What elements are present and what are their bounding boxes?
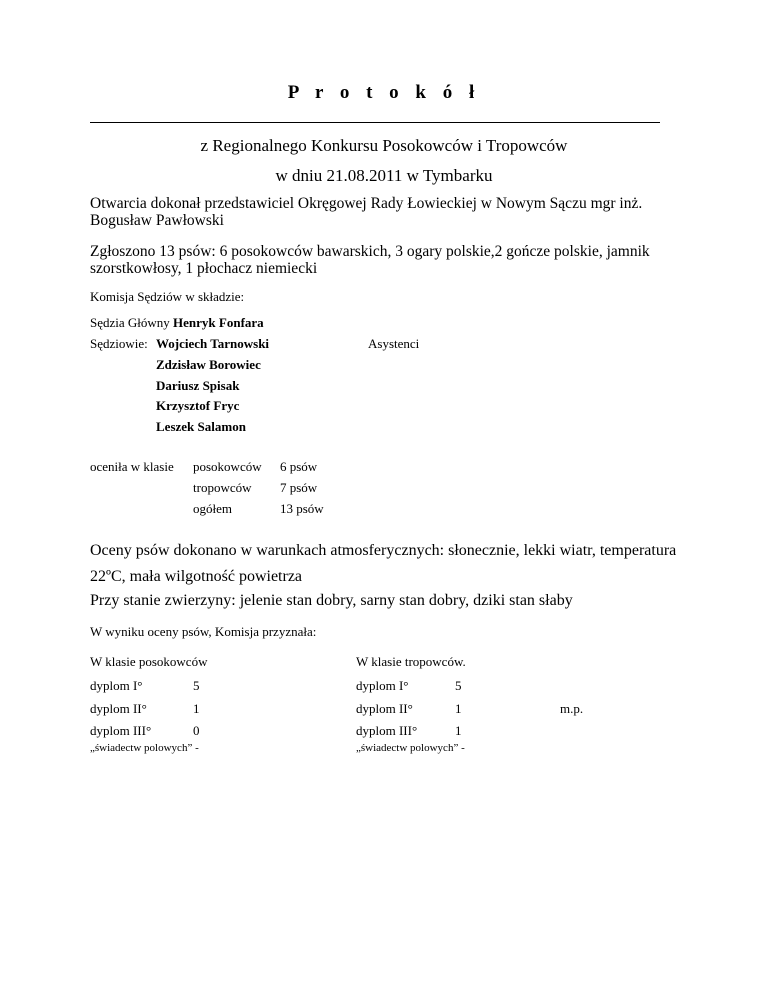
field-certificates-right: „świadectw polowych” -: [356, 742, 465, 754]
weather-line-1: Oceny psów dokonano w warunkach atmosferycznych: słonecznie, lekki wiatr, temperatura: [90, 542, 677, 559]
diploma-label: dyplom I°: [90, 678, 143, 693]
diploma-value: 5: [193, 678, 200, 693]
diploma-label: dyplom III°: [356, 723, 418, 738]
judge-name: Zdzisław Borowiec: [156, 357, 261, 372]
class-count: 7 psów: [280, 480, 318, 495]
field-certificates-left: „świadectw polowych” -: [90, 742, 199, 754]
diploma-value: 1: [455, 701, 462, 716]
diploma-label: dyplom II°: [90, 701, 147, 716]
diploma-value: 1: [455, 723, 462, 738]
result-heading: W wyniku oceny psów, Komisja przyznała:: [90, 624, 317, 639]
class-name: ogółem: [193, 501, 232, 516]
opening-text-line-1: Otwarcia dokonał przedstawiciel Okręgowej Rady Łowieckiej w Nowym Sączu mgr inż.: [90, 195, 643, 212]
weather-line-2: 22ºC, mała wilgotność powietrza: [90, 568, 303, 585]
right-column-heading: W klasie tropowców.: [356, 654, 466, 669]
diploma-label: dyplom III°: [90, 723, 152, 738]
subtitle-date-place: w dniu 21.08.2011 w Tymbarku: [275, 166, 493, 185]
note-mp: m.p.: [560, 701, 584, 716]
left-column-heading: W klasie posokowców: [90, 654, 208, 669]
judge-name: Leszek Salamon: [156, 419, 246, 434]
judge-name: Krzysztof Fryc: [156, 398, 240, 413]
class-name: tropowców: [193, 480, 252, 495]
judge-name: Wojciech Tarnowski: [156, 336, 270, 351]
diploma-value: 0: [193, 723, 200, 738]
judge-name: Dariusz Spisak: [156, 378, 240, 393]
subtitle-contest: z Regionalnego Konkursu Posokowców i Tropowców: [200, 136, 568, 155]
assistants-label: Asystenci: [368, 336, 420, 351]
title-underline: [90, 122, 660, 123]
head-judge-line: [90, 315, 264, 331]
committee-heading: Komisja Sędziów w składzie:: [90, 289, 245, 304]
class-count: 13 psów: [280, 501, 324, 516]
evaluated-label: oceniła w klasie: [90, 459, 174, 474]
entries-text-line-1: Zgłoszono 13 psów: 6 posokowców bawarskich, 3 ogary polskie,2 gończe polskie, jamnik: [90, 243, 650, 260]
diploma-value: 1: [193, 701, 200, 716]
judges-label: Sędziowie:: [90, 336, 148, 351]
head-judge-label: Sędzia Główny: [90, 315, 170, 330]
opening-text-line-2: Bogusław Pawłowski: [90, 212, 224, 229]
class-count: 6 psów: [280, 459, 318, 474]
document-title: P r o t o k ó ł: [287, 82, 481, 103]
diploma-label: dyplom II°: [356, 701, 413, 716]
diploma-value: 5: [455, 678, 462, 693]
head-judge-name: Henryk Fonfara: [173, 315, 264, 330]
game-state-line: Przy stanie zwierzyny: jelenie stan dobry, sarny stan dobry, dziki stan słaby: [90, 592, 573, 609]
diploma-label: dyplom I°: [356, 678, 409, 693]
class-name: posokowców: [193, 459, 262, 474]
entries-text-line-2: szorstkowłosy, 1 płochacz niemiecki: [90, 260, 318, 277]
